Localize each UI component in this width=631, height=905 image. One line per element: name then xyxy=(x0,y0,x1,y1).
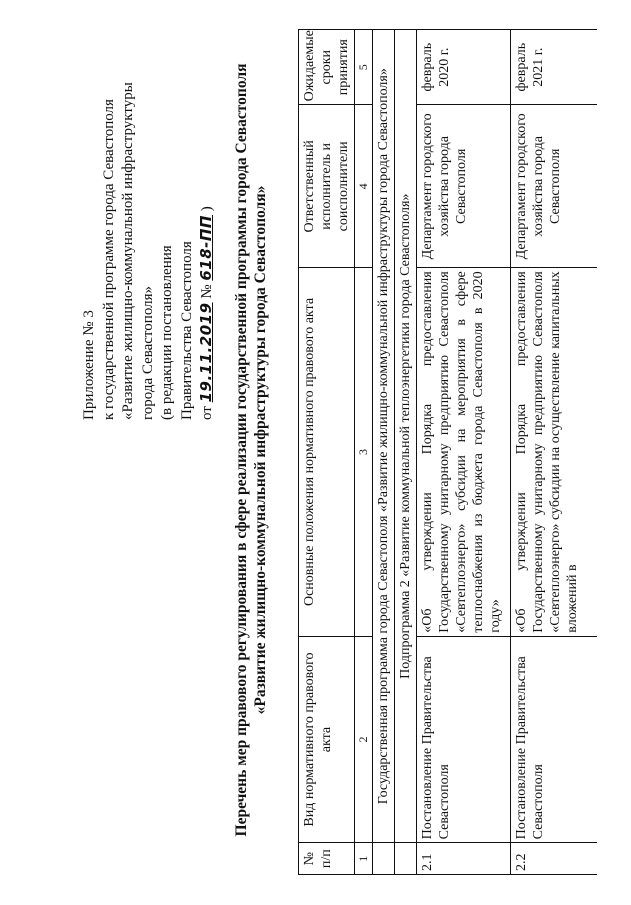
header-act-content: Основные положения нормативного правового акта xyxy=(299,268,355,636)
header-executor: Ответственный исполнитель и соисполнители xyxy=(299,105,355,268)
number-prefix: № xyxy=(199,284,215,299)
closing-paren: ) xyxy=(199,206,215,212)
appendix-line-6: Правительства Севастополя xyxy=(178,241,195,420)
appendix-line-4: города Севастополя» xyxy=(139,285,156,420)
handwritten-date: 19.11.2019 xyxy=(197,302,215,403)
document-title xyxy=(232,35,270,865)
measures-table xyxy=(298,29,597,875)
column-number: 2 xyxy=(355,636,373,843)
header-deadline: Ожидаемые сроки принятия xyxy=(299,30,355,105)
appendix-line-2: к государственной программе города Севастополя xyxy=(100,99,117,420)
header-num: № п/п xyxy=(299,843,355,875)
row-deadline: февраль 2020 г. xyxy=(417,30,511,105)
column-number-row xyxy=(355,30,373,875)
handwritten-number: 618-ПП xyxy=(197,215,215,281)
appendix-date-line xyxy=(197,90,218,420)
column-number: 5 xyxy=(355,30,373,105)
column-number: 1 xyxy=(355,843,373,875)
appendix-line-3: «Развитие жилищно-коммунальной инфраструктуры xyxy=(120,82,136,420)
column-number: 4 xyxy=(355,105,373,268)
row-act-type: Постановление Правительства Севастополя xyxy=(417,636,511,843)
header-act-type: Вид нормативного правового акта xyxy=(299,636,355,843)
table-row xyxy=(417,30,511,875)
row-number: 2.1 xyxy=(417,843,511,875)
header-row xyxy=(299,30,355,875)
appendix-block xyxy=(80,82,218,420)
row-executor: Департамент городского хозяйства города Севастополя xyxy=(417,105,511,268)
table-row xyxy=(511,30,597,875)
row-executor: Департамент городского хозяйства города Севастополя xyxy=(511,105,597,268)
row-act-content: «Об утверждении Порядка предоставления Государственному унитарному предприятию Севастополя «Севтеплоэнерго» субсидии на осуществление капитальных вложений в xyxy=(511,268,597,636)
row-act-type: Постановление Правительства Севастополя xyxy=(511,636,597,843)
appendix-line-1: Приложение № 3 xyxy=(81,310,97,420)
row-act-content: «Об утверждении Порядка предоставления Государственному унитарному предприятию Севастополя «Севтеплоэнерго» субсидии на мероприятия в сфере теплоснабжения из бюджета города Севастополя в 2020 году» xyxy=(417,268,511,636)
column-number: 3 xyxy=(355,268,373,636)
program-title: Государственная программа города Севастополя «Развитие жилищно-коммунальной инфраструктуры города Севастополя» xyxy=(373,30,395,843)
subprogram-title: Подпрограмма 2 «Развитие коммунальной теплоэнергетики города Севастополя» xyxy=(395,30,417,843)
title-line-2: «Развитие жилищно-коммунальной инфраструктуры города Севастополя» xyxy=(252,185,269,715)
appendix-line-5: (в редакции постановления xyxy=(159,245,175,420)
row-number: 2.2 xyxy=(511,843,597,875)
row-deadline: февраль 2021 г. xyxy=(511,30,597,105)
subprogram-row xyxy=(395,30,417,875)
date-prefix: от xyxy=(199,406,215,420)
program-row xyxy=(373,30,395,875)
title-line-1: Перечень мер правового регулирования в сфере реализации государственной программы города Севастополя xyxy=(233,63,250,837)
